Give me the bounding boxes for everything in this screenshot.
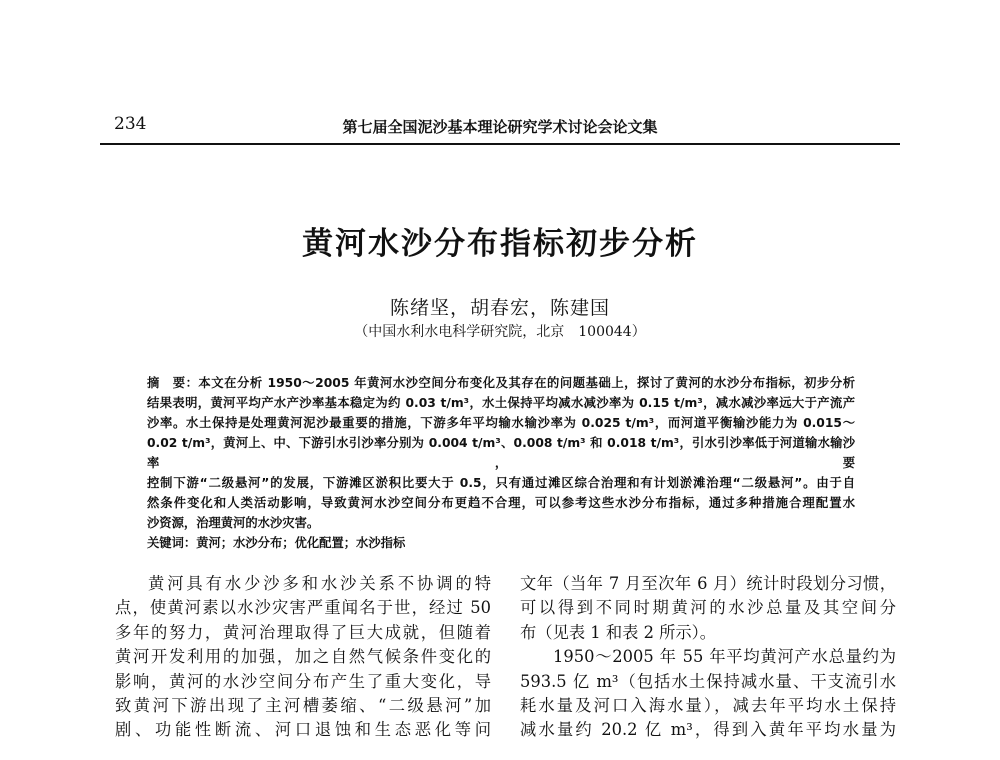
abstract-line: 然条件变化和人类活动影响，导致黄河水沙空间分布更趋不合理，可以参考这些水沙分布指标，通过多种措施合理配置水: [147, 496, 855, 510]
abstract-line: 控制下游“二级悬河”的发展，下游滩区淤积比要大于 0.5，只有通过滩区综合治理和有计划淤滩治理“二级悬河”。由于自: [147, 476, 855, 490]
paper-title: 黄河水沙分布指标初步分析: [302, 226, 698, 262]
body-line: 黄河开发利用的加强，加之自然气候条件变化的: [115, 647, 491, 667]
body-line: 布（见表 1 和表 2 所示）。: [520, 622, 717, 642]
body-line: 剧、功能性断流、河口退蚀和生态恶化等问: [115, 720, 491, 740]
body-line: 可以得到不同时期黄河的水沙总量及其空间分: [520, 598, 896, 618]
body-right-column: [520, 572, 896, 743]
body-line: 文年（当年 7 月至次年 6 月）统计时段划分习惯，: [520, 574, 896, 593]
body-line: 影响，黄河的水沙空间分布产生了重大变化，导: [115, 671, 491, 691]
abstract-line: 0.02 t/m³，黄河上、中、下游引水引沙率分别为 0.004 t/m³、0.008 t/m³ 和 0.018 t/m³，引水引沙率低于河道输水输沙率，要: [147, 436, 855, 470]
body-line: 致黄河下游出现了主河槽萎缩、“二级悬河”加: [115, 696, 491, 716]
abstract-line: 沙资源，治理黄河的水沙灾害。: [147, 516, 320, 530]
body-line: 1950～2005 年 55 年平均黄河产水总量约为: [553, 647, 896, 667]
abstract: [147, 373, 855, 533]
body-line: 点，使黄河素以水沙灾害严重闻名于世，经过 50: [115, 598, 491, 618]
body-line: 多年的努力，黄河治理取得了巨大成就，但随着: [115, 622, 491, 642]
body-line: 黄河具有水少沙多和水沙关系不协调的特: [148, 574, 491, 593]
header-rule: [100, 143, 900, 145]
paper-affiliation: （中国水利水电科学研究院，北京 100044）: [354, 324, 646, 340]
abstract-line: 结果表明，黄河平均产水产沙率基本稳定为约 0.03 t/m³，水土保持平均减水减沙率为 0.15 t/m³，减水减沙率远大于产流产: [147, 396, 855, 410]
body-line: 减水量约 20.2 亿 m³，得到入黄年平均水量为: [520, 720, 896, 740]
body-line: 593.5 亿 m³（包括水土保持减水量、干支流引水: [520, 671, 896, 691]
paper-authors: 陈绪坚，胡春宏，陈建国: [389, 297, 610, 319]
page-header: [100, 114, 900, 144]
abstract-line: 沙率。水土保持是处理黄河泥沙最重要的措施，下游多年平均输水输沙率为 0.025 t/m³，而河道平衡输沙能力为 0.015～: [147, 416, 855, 430]
page-number: 234: [114, 114, 147, 134]
body-line: 耗水量及河口入海水量），减去年平均水土保持: [520, 696, 896, 716]
running-title: 第七届全国泥沙基本理论研究学术讨论会论文集: [342, 118, 658, 136]
body-left-column: [115, 572, 491, 743]
abstract-line: 摘 要：本文在分析 1950～2005 年黄河水沙空间分布变化及其存在的问题基础上，探讨了黄河的水沙分布指标，初步分析: [147, 376, 855, 390]
keywords: 关键词：黄河；水沙分布；优化配置；水沙指标: [147, 536, 406, 550]
